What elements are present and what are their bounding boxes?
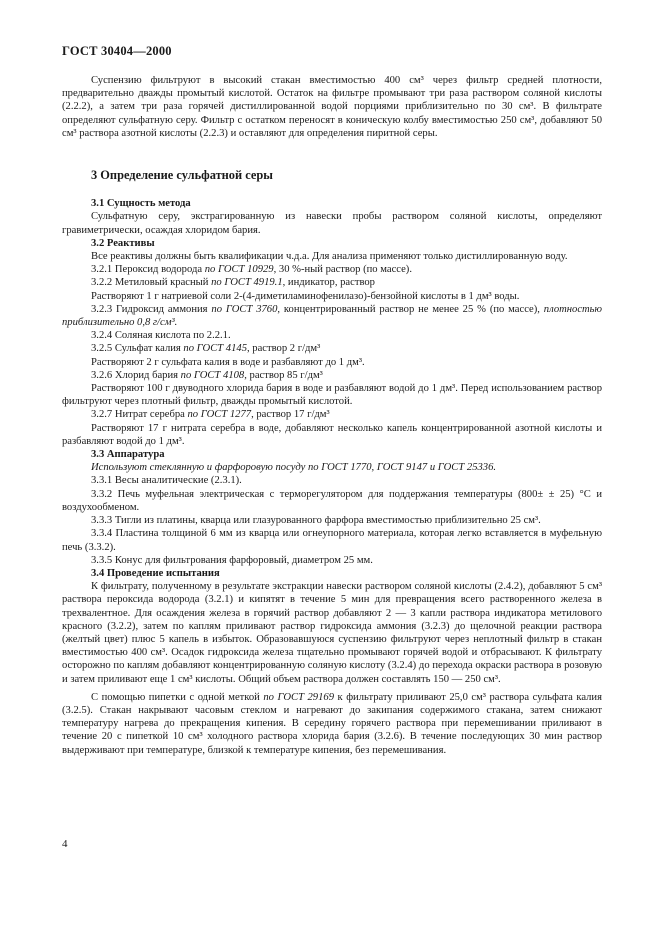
item-3-2-5-ref: по ГОСТ 4145: [183, 343, 247, 355]
item-3-2-7-post: , раствор 17 г/дм³: [251, 409, 330, 421]
item-3-2-1-pre: 3.2.1 Пероксид водорода: [91, 264, 205, 276]
item-3-2-1-post: , 30 %-ный раствор (по массе).: [273, 264, 412, 276]
section-3-4-p2-pre: С помощью пипетки с одной меткой: [91, 691, 264, 703]
intro-paragraph: Суспензию фильтруют в высокий стакан вместимостью 400 см³ через фильтр средней плотности, предварительно дважды промытый кислотой. Остаток на фильтре промывают три раза раствором соляной кислоты (2.2.2), а затем три раза горячей дистиллированной водой порциями приблизительно по 30 см³. В фильтрате определяют сульфатную серу. Фильтр с остатком переносят в коническую колбу вместимостью 250 см³, добавляют 50 см³ раствора азотной кислоты (2.2.3) и оставляют для определения пиритной серы.: [62, 75, 602, 139]
section-3-1-title: 3.1 Сущность метода: [91, 198, 191, 210]
section-3-4-p2-ref: по ГОСТ 29169: [263, 691, 334, 703]
section-3-3-text: [62, 461, 602, 474]
item-3-3-4: 3.3.4 Пластина толщиной 6 мм из кварца или огнеупорного материала, которая легко вставляется в муфельную печь (3.3.2).: [62, 528, 602, 553]
section-3-4-paragraph-1: К фильтрату, полученному в результате экстракции навески раствором соляной кислоты (2.4.2), добавляют 5 см³ раствора пероксида водорода (3.2.1) и кипятят в течение 5 мин для превращения всего растворенного железа в трехвалентное. Для осаждения железа в горячий раствор добавляют 2 — 3 капли раствора индикатора метилового красного (3.2.2), затем по каплям приливают раствор гидроксида аммония (3.2.3) до щелочной реакции раствора (желтый цвет) плюс 5 капель в избыток. Образовавшуюся суспензию фильтруют через неплотный фильтр в стакан вместимостью 400 см³. Осадок гидроксида железа тщательно промывают горячей водой и отбрасывают. К фильтрату осторожно по каплям добавляют концентрированную соляную кислоту (3.2.4) до перехода окраски раствора в розовую и затем приливают еще 1 см³ кислоты. Общий объем раствора должен составлять 150 — 250 см³.: [62, 581, 602, 685]
section-3-2-title: 3.2 Реактивы: [91, 237, 155, 249]
item-3-2-1: [62, 263, 602, 276]
section-3-3-title: 3.3 Аппаратура: [91, 449, 165, 461]
item-3-2-6-pre: 3.2.6 Хлорид бария: [91, 369, 181, 381]
item-3-3-1: 3.3.1 Весы аналитические (2.3.1).: [91, 475, 242, 487]
item-3-2-2-pre: 3.2.2 Метиловый красный: [91, 277, 212, 289]
item-3-2-7-text: Растворяют 17 г нитрата серебра в воде, добавляют несколько капель концентрированной азотной кислоты и разбавляют водой до 1 дм³.: [62, 422, 602, 447]
section-3-4-title: 3.4 Проведение испытания: [91, 567, 220, 579]
item-3-2-7-ref: по ГОСТ 1277: [187, 409, 252, 421]
section-3-title: 3 Определение сульфатной серы: [91, 168, 273, 183]
item-3-2-6-text: Растворяют 100 г двуводного хлорида бария в воде и разбавляют водой до 1 дм³. Перед использованием раствор фильтруют через плотный фильтр, дважды промытый кислотой.: [62, 383, 602, 408]
item-3-2-7: [62, 408, 602, 421]
item-3-2-3-ref: по ГОСТ 3760: [211, 303, 278, 315]
section-3-4-paragraph-2: [62, 691, 602, 757]
item-3-2-2-ref: по ГОСТ 4919.1: [211, 277, 283, 289]
document-header: ГОСТ 30404—2000: [62, 44, 172, 58]
section-3-1-text: Сульфатную серу, экстрагированную из навески пробы раствором соляной кислоты, определяют гравиметрически, осаждая хлоридом бария.: [62, 211, 602, 236]
item-3-3-2: 3.3.2 Печь муфельная электрическая с терморегулятором для поддержания температуры (800± ± 25) °С и воздухообменом.: [62, 488, 602, 513]
item-3-2-6-ref: по ГОСТ 4108: [180, 369, 245, 381]
item-3-2-3-post: , концентрированный раствор не менее 25 % (по массе),: [277, 303, 544, 315]
document-body: [62, 74, 602, 757]
item-3-2-5: [62, 342, 602, 355]
page-number: 4: [62, 838, 68, 850]
item-3-2-3-pre: 3.2.3 Гидроксид аммония: [91, 303, 212, 315]
item-3-2-4: 3.2.4 Соляная кислота по 2.2.1.: [91, 330, 231, 342]
item-3-2-6-post: , раствор 85 г/дм³: [244, 369, 323, 381]
item-3-2-2-post: , индикатор, раствор: [282, 277, 375, 289]
section-3-4-p2-post: к фильтрату приливают 25,0 см³ раствора сульфата калия (3.2.5). Стакан накрывают часовым стеклом и нагревают до закипания содержимого стакана, затем снижают температуру нагрева до прекращения кипения. В середину горячего раствора при перемешивании приливают в течение 20 с пипеткой 10 см³ холодного раствора хлорида бария (3.2.6). В течение последующих 30 мин раствор выдерживают при температуре, близкой к температуре кипения, без перемешивания.: [62, 691, 602, 756]
item-3-2-2: [62, 276, 602, 289]
item-3-2-3-density: плотностью приблизительно 0,8 г/см³.: [62, 303, 602, 329]
section-3-3-text-italic: Используют стеклянную и фарфоровую посуду по ГОСТ 1770, ГОСТ 9147 и ГОСТ 25336.: [91, 462, 497, 474]
item-3-2-1-ref: по ГОСТ 10929: [204, 264, 274, 276]
item-3-2-5-pre: 3.2.5 Сульфат калия: [91, 343, 184, 355]
item-3-2-5-text: Растворяют 2 г сульфата калия в воде и разбавляют до 1 дм³.: [91, 356, 365, 368]
item-3-3-5: 3.3.5 Конус для фильтрования фарфоровый, диаметром 25 мм.: [91, 554, 373, 566]
item-3-2-3: [62, 303, 602, 329]
item-3-2-7-pre: 3.2.7 Нитрат серебра: [91, 409, 188, 421]
item-3-2-5-post: , раствор 2 г/дм³: [247, 343, 321, 355]
item-3-2-6: [62, 369, 602, 382]
item-3-3-3: 3.3.3 Тигли из платины, кварца или глазурованного фарфора вместимостью приблизительно 25 см³.: [91, 515, 541, 527]
section-3-2-text: Все реактивы должны быть квалификации ч.д.а. Для анализа применяют только дистиллированную воду.: [91, 251, 568, 263]
item-3-2-2-text: Растворяют 1 г натриевой соли 2-(4-диметиламинофенилазо)-бензойной кислоты в 1 дм³ воды.: [91, 290, 520, 302]
